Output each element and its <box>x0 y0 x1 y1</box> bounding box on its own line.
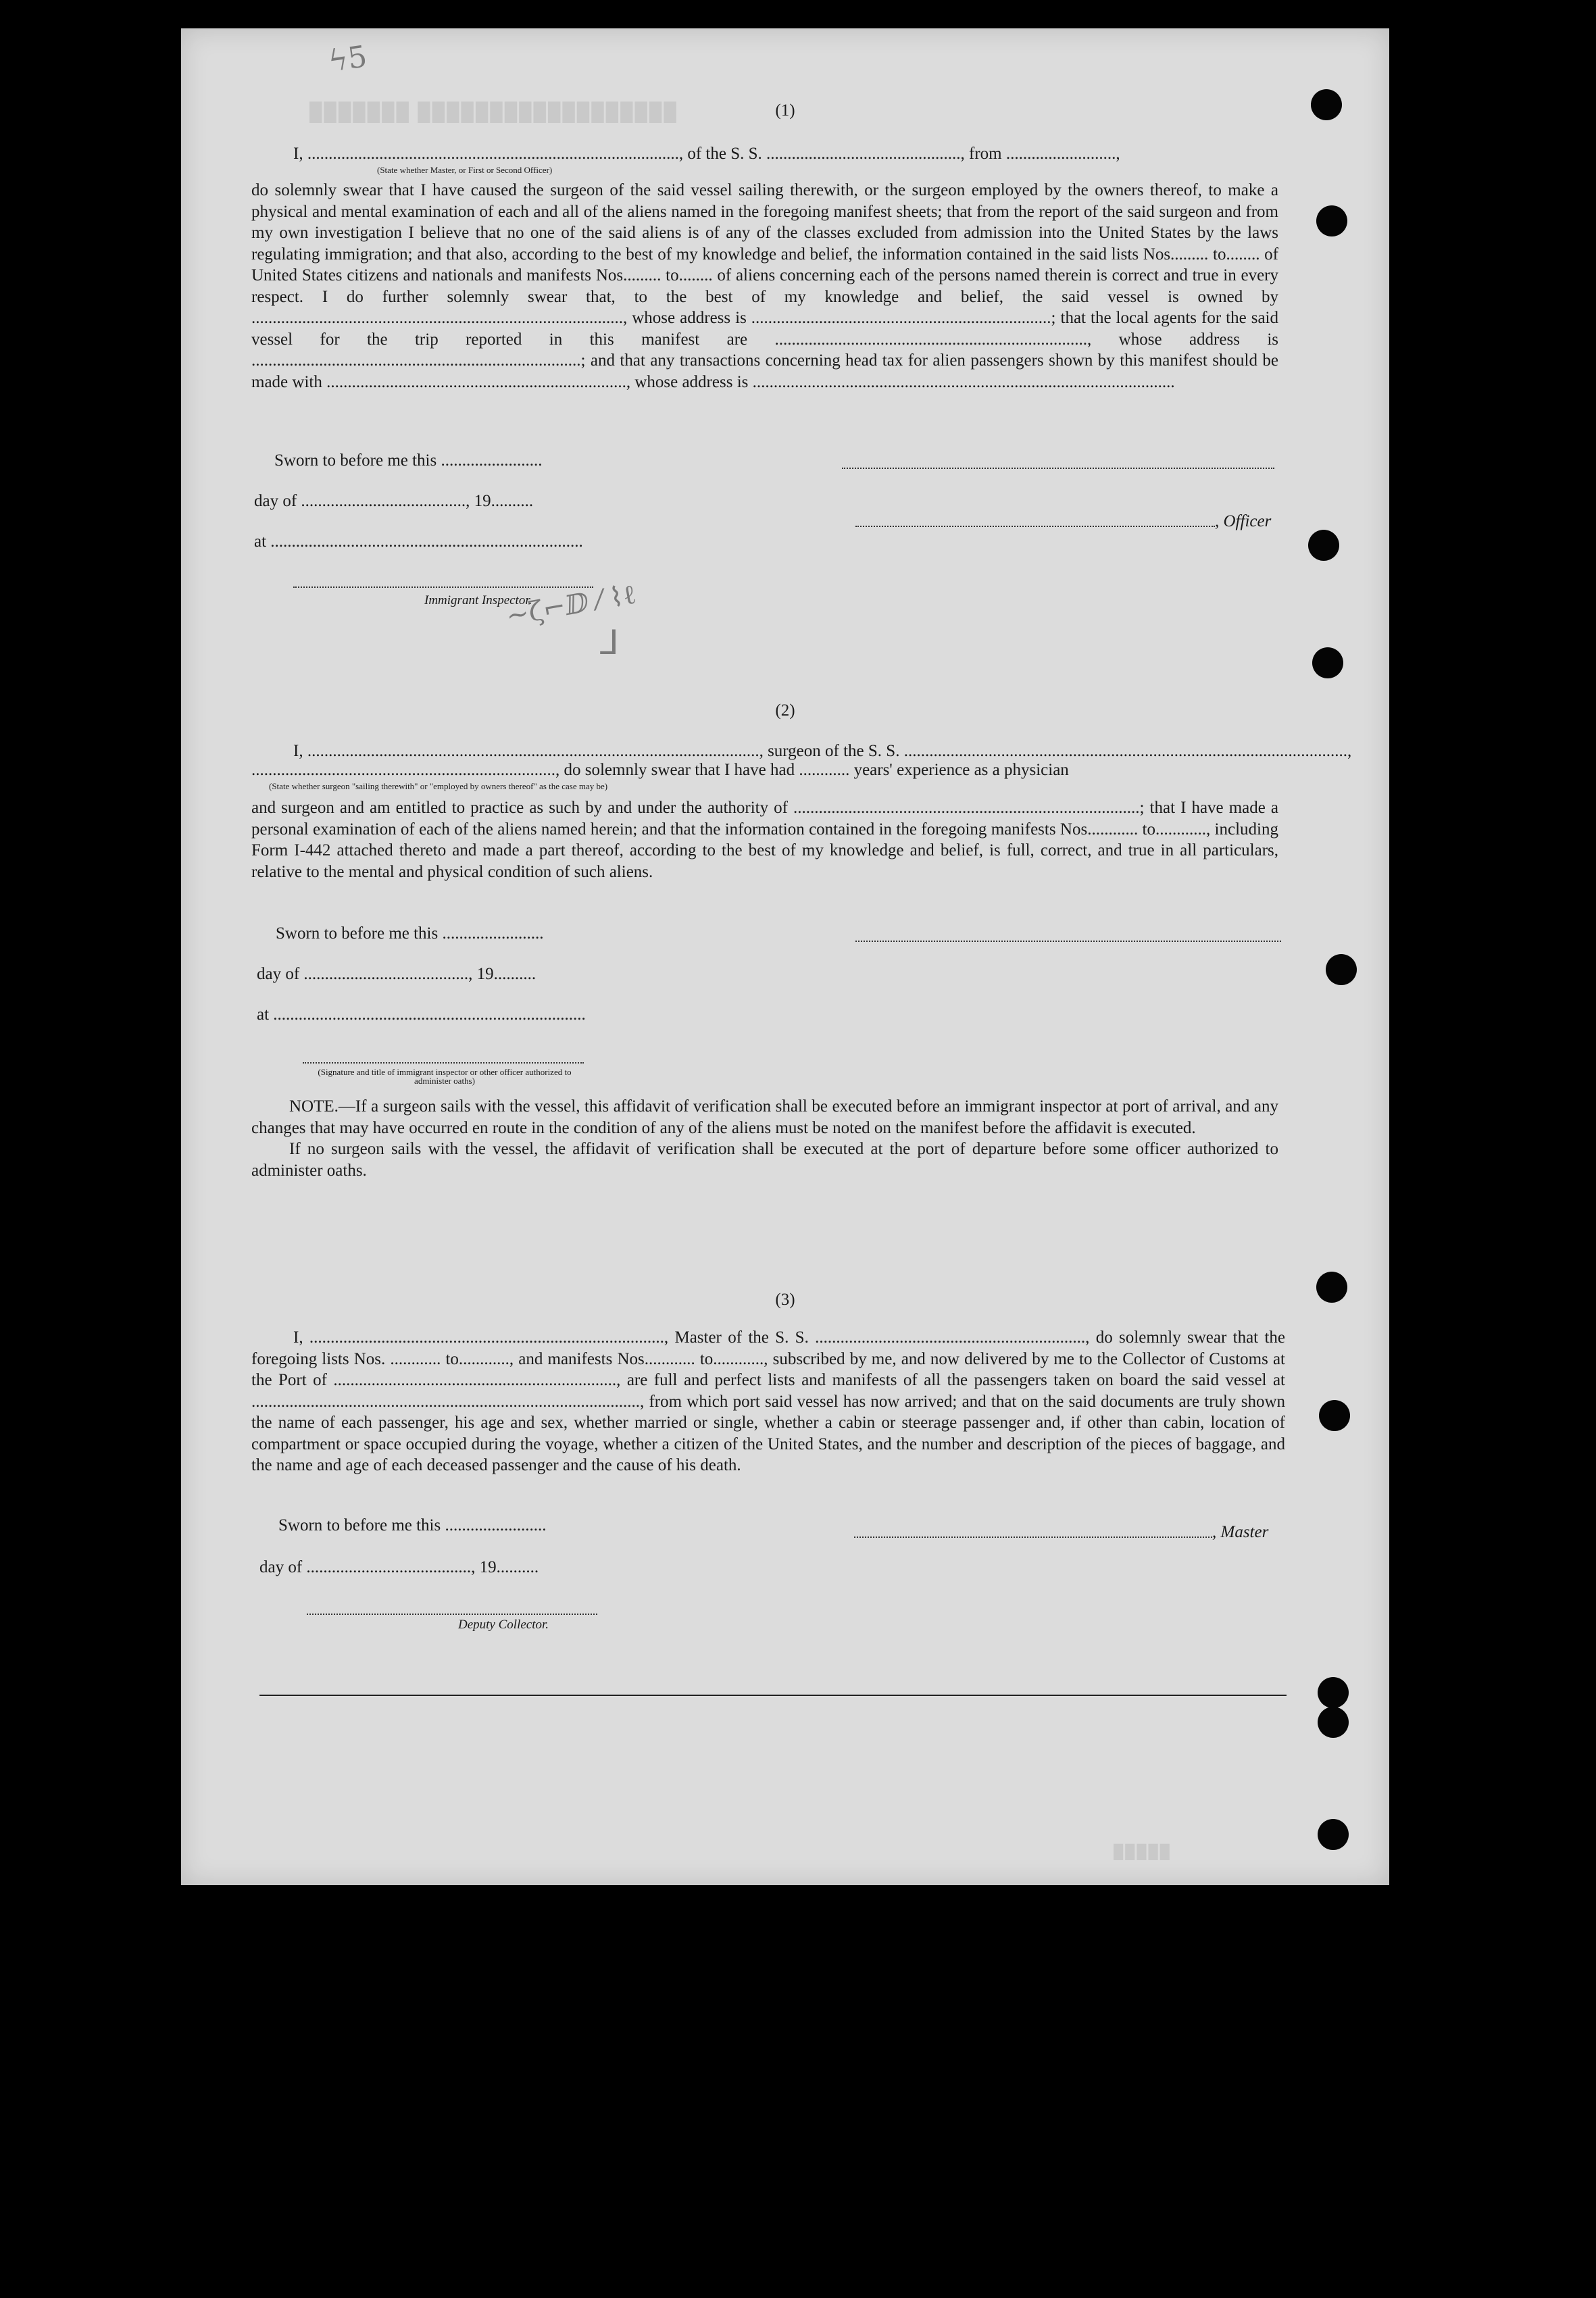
section-3-oath-text <box>251 1327 1285 1476</box>
at-line: at .......................................................................... <box>254 532 583 551</box>
officer-signature-line <box>842 468 1274 469</box>
master-caption: , Master <box>1212 1523 1269 1541</box>
officer-name-line <box>855 526 1215 527</box>
signature-title-caption: (Signature and title of immigrant inspector or other officer authorized to administer oaths) <box>318 1067 572 1086</box>
section-1-heading: (1) <box>775 101 795 120</box>
section-3-heading: (3) <box>775 1291 795 1309</box>
sworn-before-line: Sworn to before me this ........................ <box>276 924 544 943</box>
surgeon-signature-line <box>855 941 1281 942</box>
handwritten-scribble: ~ζ⌐ⅅ ⁄ ⌇ℓ <box>503 578 639 632</box>
punch-hole <box>1312 647 1343 678</box>
authorized-officer-signature-line <box>303 1062 584 1064</box>
immigrant-inspector-caption: Immigrant Inspector. <box>424 593 532 607</box>
section-2-heading: (2) <box>775 701 795 720</box>
punch-hole <box>1318 1707 1349 1738</box>
section-1-oath-text <box>251 180 1278 393</box>
section-2-paragraph: and surgeon and am entitled to practice as such by and under the authority of ..................................................................................; that I have made a personal examination of each of the aliens named herein; and that the information contained in the foregoing manifests Nos............ to............, including Form I-442 attached thereto and made a part thereof, according to the best of my knowledge and belief, is full, correct, and true in all particulars, relative to the mental and physical condition of such aliens. <box>251 799 1278 881</box>
bottom-rule <box>259 1695 1287 1696</box>
sworn-before-line: Sworn to before me this ........................ <box>274 451 543 470</box>
officer-caption: , Officer <box>1215 512 1272 530</box>
inspector-signature-line <box>293 586 593 588</box>
section-2-note <box>251 1096 1278 1181</box>
handwritten-scribble: ⅃ <box>600 623 619 662</box>
day-of-line: day of ......................................., 19.......... <box>254 492 534 510</box>
punch-hole <box>1318 1819 1349 1850</box>
form-page <box>181 28 1389 1885</box>
punch-hole <box>1319 1400 1350 1431</box>
bleed-through-text: █████ <box>1114 1845 1172 1859</box>
sworn-before-line: Sworn to before me this ........................ <box>278 1516 547 1534</box>
master-signature-line <box>854 1537 1212 1538</box>
section-1-paragraph: do solemnly swear that I have caused the surgeon of the said vessel sailing therewith, or the surgeon employed by the owners thereof, to make a physical and mental examination of each and all of the aliens named in the foregoing manifest sheets; that from the report of the said surgeon and from my own investigation I believe that no one of the said aliens is of any of the classes excluded from admission into the United States by the laws regulating immigration; and that also, according to the best of my knowledge and belief, the information contained in the said lists Nos......... to........ of United States citizens and nationals and manifests Nos......... to........ of aliens concerning each of the persons named therein is correct and true in every respect. I do further solemnly swear that, to the best of my knowledge and belief, the said vessel is owned by ........................................................................................, whose address is .......................................................................; that the local agents for the said vessel for the trip reported in this manifest are .........................................................................., whose address is ..............................................................................; and that any transactions concerning head tax for alien passengers shown by this manifest should be made with ......................................................................., whose address is .................................................................................................... <box>251 181 1278 391</box>
bleed-through-text: ███████ ██████████████████ <box>309 101 678 122</box>
punch-hole <box>1318 1677 1349 1708</box>
collector-signature-line <box>307 1614 597 1615</box>
punch-hole <box>1316 205 1347 236</box>
note-text-2: If no surgeon sails with the vessel, the affidavit of verification shall be executed at the port of departure before some officer authorized to administer oaths. <box>251 1140 1278 1180</box>
surgeon-status-caption: (State whether surgeon "sailing therewith" or "employed by owners thereof" as the case may be) <box>269 781 608 791</box>
note-label: NOTE. <box>289 1097 339 1116</box>
handwritten-mark: ϟ5 <box>326 39 370 79</box>
at-line: at .......................................................................... <box>257 1005 586 1024</box>
oath-line-surgeon: I, ..........................................................................................................., surgeon of the S. S. ........................................................................................................., <box>293 742 1352 760</box>
section-3-paragraph: I, ...................................................................................., Master of the S. S. ................................................................, do solemnly swear that the foregoing lists Nos. ............ to............, and manifests Nos............ to............, subscribed by me, and now delivered by me to the Collector of Customs at the Port of ..................................................................., are full and perfect lists and manifests of all the passengers taken on board the said vessel at ............................................................................................, from which port said vessel has now arrived; and that on the said documents are truly shown the name of each passenger, his age and sex, whether married or single, whether a cabin or steerage passenger and, if other than cabin, location of compartment or space occupied during the voyage, whether a citizen of the United States, and the number and description of the pieces of baggage, and the name and age of each deceased passenger and the cause of his death. <box>251 1328 1285 1474</box>
day-of-line: day of ......................................., 19.......... <box>257 965 537 983</box>
deputy-collector-caption: Deputy Collector. <box>458 1618 549 1632</box>
punch-hole <box>1308 530 1339 561</box>
day-of-line: day of ......................................., 19.......... <box>259 1558 539 1576</box>
punch-hole <box>1326 954 1357 985</box>
surgeon-experience-line: ........................................................................, do solemnly swear that I have had ............ years' experience as a physician <box>251 761 1069 779</box>
oath-line-officer: I, ........................................................................................, of the S. S. .............................................., from .........................., <box>293 145 1120 163</box>
note-text-1: —If a surgeon sails with the vessel, this affidavit of verification shall be executed before an immigrant inspector at port of arrival, and any changes that may have occurred en route in the condition of any of the aliens must be noted on the manifest before the affidavit is executed. <box>251 1097 1278 1137</box>
officer-title-caption: (State whether Master, or First or Second Officer) <box>377 165 553 175</box>
section-2-oath-text <box>251 797 1278 882</box>
